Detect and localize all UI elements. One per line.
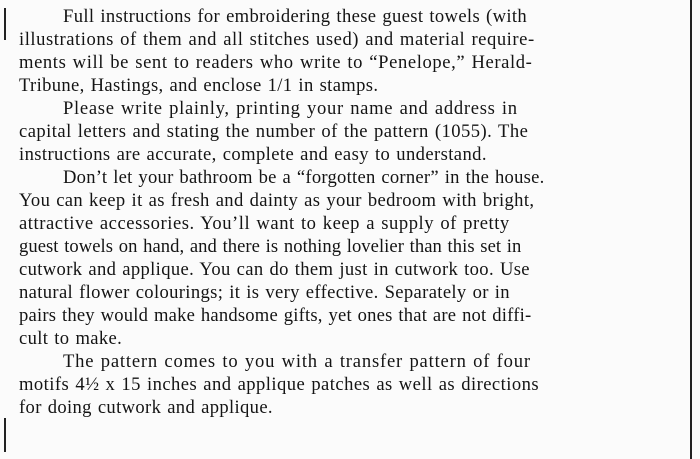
left-column-rule-top xyxy=(4,8,6,40)
text-line: illustrations of them and all stitches used) and material require- xyxy=(19,29,535,50)
text-line: Please write plainly, printing your name and address in xyxy=(63,98,518,119)
right-column-rule xyxy=(690,0,692,459)
text-line: natural flower colourings; it is very effective. Separately or in xyxy=(19,282,510,303)
text-line: You can keep it as fresh and dainty as your bedroom with bright, xyxy=(19,190,535,211)
left-column-rule-bottom xyxy=(4,418,6,452)
text-line: The pattern comes to you with a transfer pattern of four xyxy=(63,351,531,372)
text-line: guest towels on hand, and there is nothing lovelier than this set in xyxy=(19,236,522,257)
article-body xyxy=(19,5,679,419)
paragraph-write-plainly xyxy=(19,97,679,166)
paragraph-pattern xyxy=(19,350,679,419)
text-line: instructions are accurate, complete and easy to understand. xyxy=(19,144,487,165)
text-line: pairs they would make handsome gifts, yet ones that are not diffi- xyxy=(19,305,532,326)
text-line: Full instructions for embroidering these guest towels (with xyxy=(63,6,528,27)
text-line: for doing cutwork and applique. xyxy=(19,397,273,418)
paragraph-instructions xyxy=(19,5,679,97)
paragraph-bathroom xyxy=(19,166,679,350)
text-line: cutwork and applique. You can do them just in cutwork too. Use xyxy=(19,259,530,280)
text-line: capital letters and stating the number of the pattern (1055). The xyxy=(19,121,529,142)
text-line: motifs 4½ x 15 inches and applique patches as well as directions xyxy=(19,374,540,395)
text-line: Don’t let your bathroom be a “forgotten corner” in the house. xyxy=(63,167,545,188)
text-line: Tribune, Hastings, and enclose 1/1 in stamps. xyxy=(19,75,379,96)
text-line: attractive accessories. You’ll want to keep a supply of pretty xyxy=(19,213,510,234)
text-line: cult to make. xyxy=(19,328,123,349)
text-line: ments will be sent to readers who write to “Penelope,” Herald- xyxy=(19,52,533,73)
